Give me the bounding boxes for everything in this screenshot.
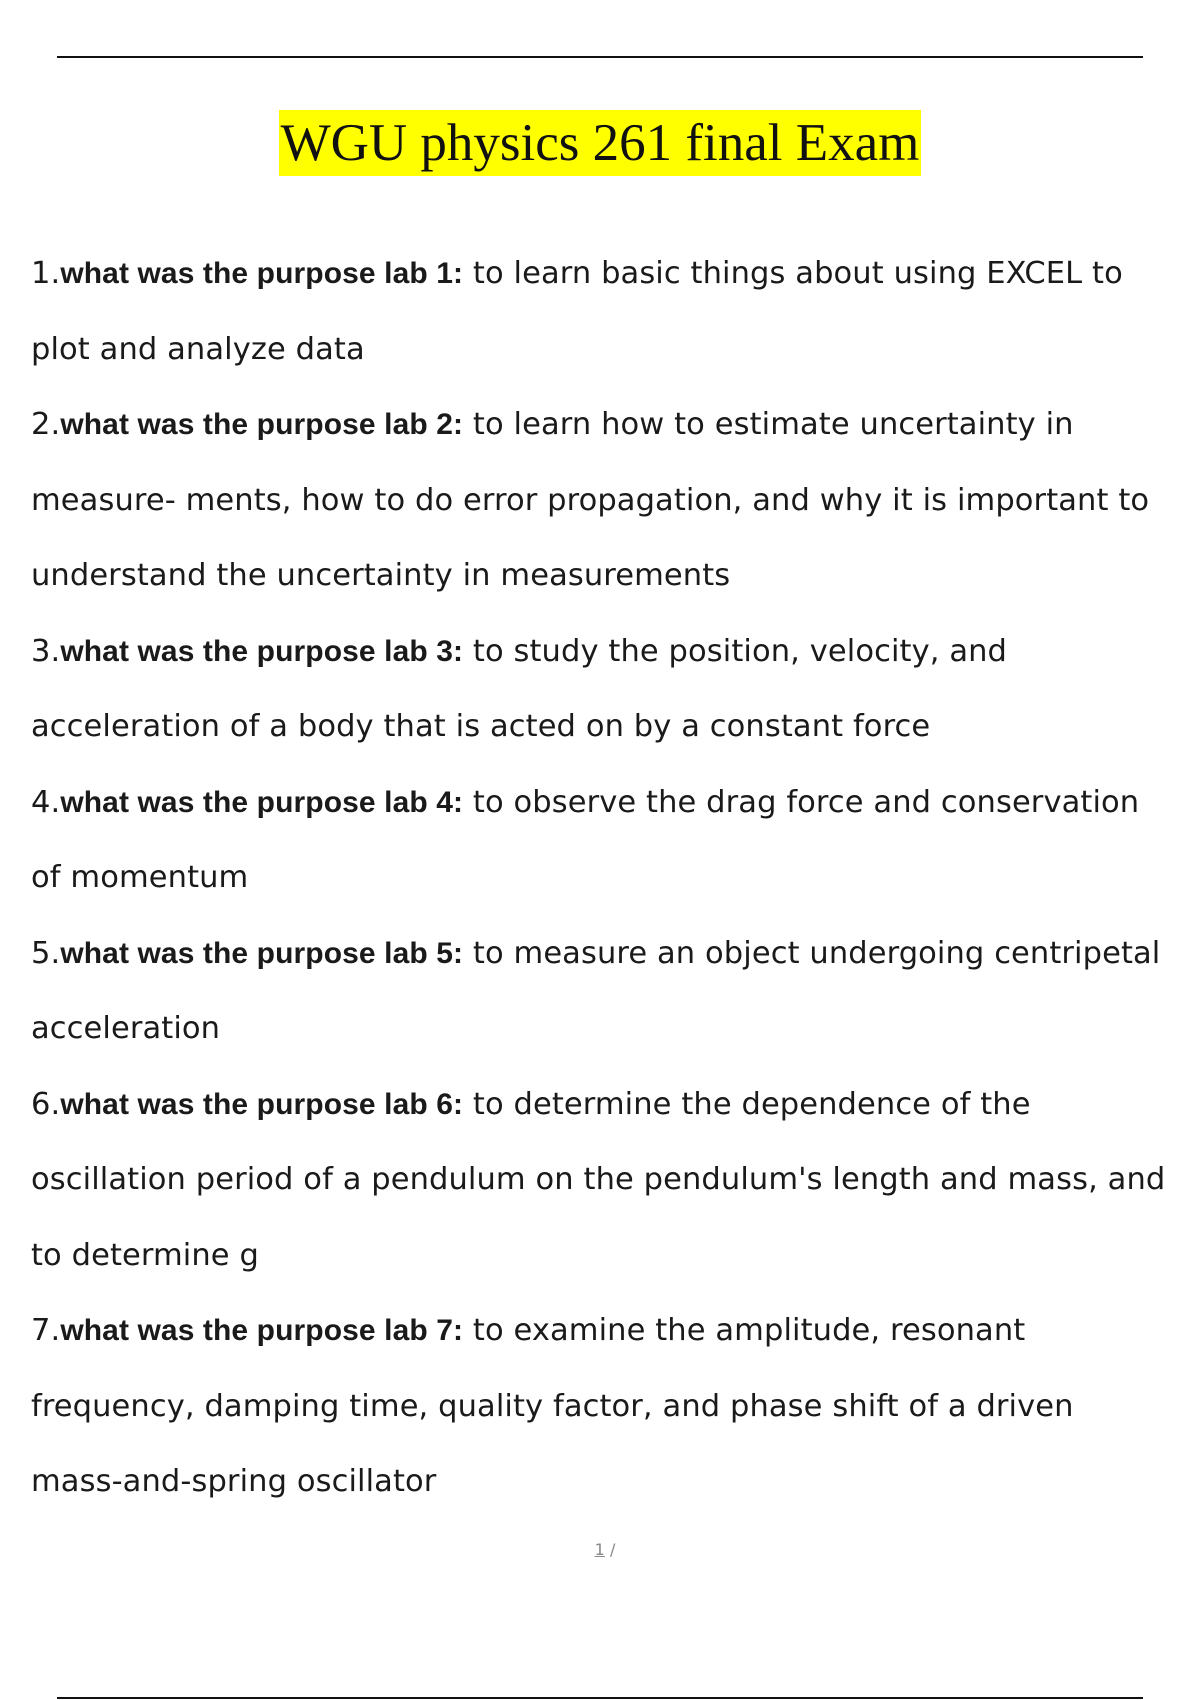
question-text: what was the purpose lab 3: [60,634,464,668]
item-number: 7. [31,1313,61,1348]
answer-text: to study the position, velocity, and acceleration of a body that is acted on by a constant force [31,633,1008,744]
qa-item-7 [31,1293,1171,1520]
item-number: 4. [31,784,61,820]
answer-text: to learn how to estimate uncertainty in measure- ments, how to do error propagation, and why it is important to understand the uncertainty in measurements [31,407,1150,593]
answer-text: to determine the dependence of the oscillation period of a pendulum on the pendulum's length and mass, and to determine g [31,1086,1166,1273]
question-text: what was the purpose lab 7: [60,1314,464,1347]
qa-item-3 [31,614,1171,765]
page-number-suffix: / [609,1540,616,1559]
question-text: what was the purpose lab 6: [60,1087,464,1121]
item-number: 5. [31,935,61,971]
qa-item-2 [31,387,1171,614]
question-text: what was the purpose lab 2: [60,408,464,441]
qa-item-6 [31,1067,1171,1294]
question-text: what was the purpose lab 1: [60,257,464,290]
page-number-value: 1 [594,1540,605,1559]
question-text: what was the purpose lab 4: [60,785,464,819]
title-container [0,110,1200,176]
page-number [0,1540,1200,1559]
qa-list [31,236,1171,1520]
qa-item-4 [31,765,1171,916]
item-number: 1. [31,256,61,291]
top-rule [57,56,1143,58]
item-number: 3. [31,633,61,669]
bottom-rule [57,1697,1143,1699]
qa-item-1 [31,236,1171,387]
item-number: 2. [31,407,61,442]
answer-text: to measure an object undergoing centripetal acceleration [31,935,1161,1046]
answer-text: to observe the drag force and conservation of momentum [31,784,1140,895]
qa-item-5 [31,916,1171,1067]
document-title: WGU physics 261 final Exam [279,110,922,176]
item-number: 6. [31,1086,61,1122]
question-text: what was the purpose lab 5: [60,936,464,970]
answer-text: to examine the amplitude, resonant frequency, damping time, quality factor, and phase shift of a driven mass-and-spring oscillator [31,1313,1074,1499]
answer-text: to learn basic things about using EXCEL to plot and analyze data [31,256,1123,367]
